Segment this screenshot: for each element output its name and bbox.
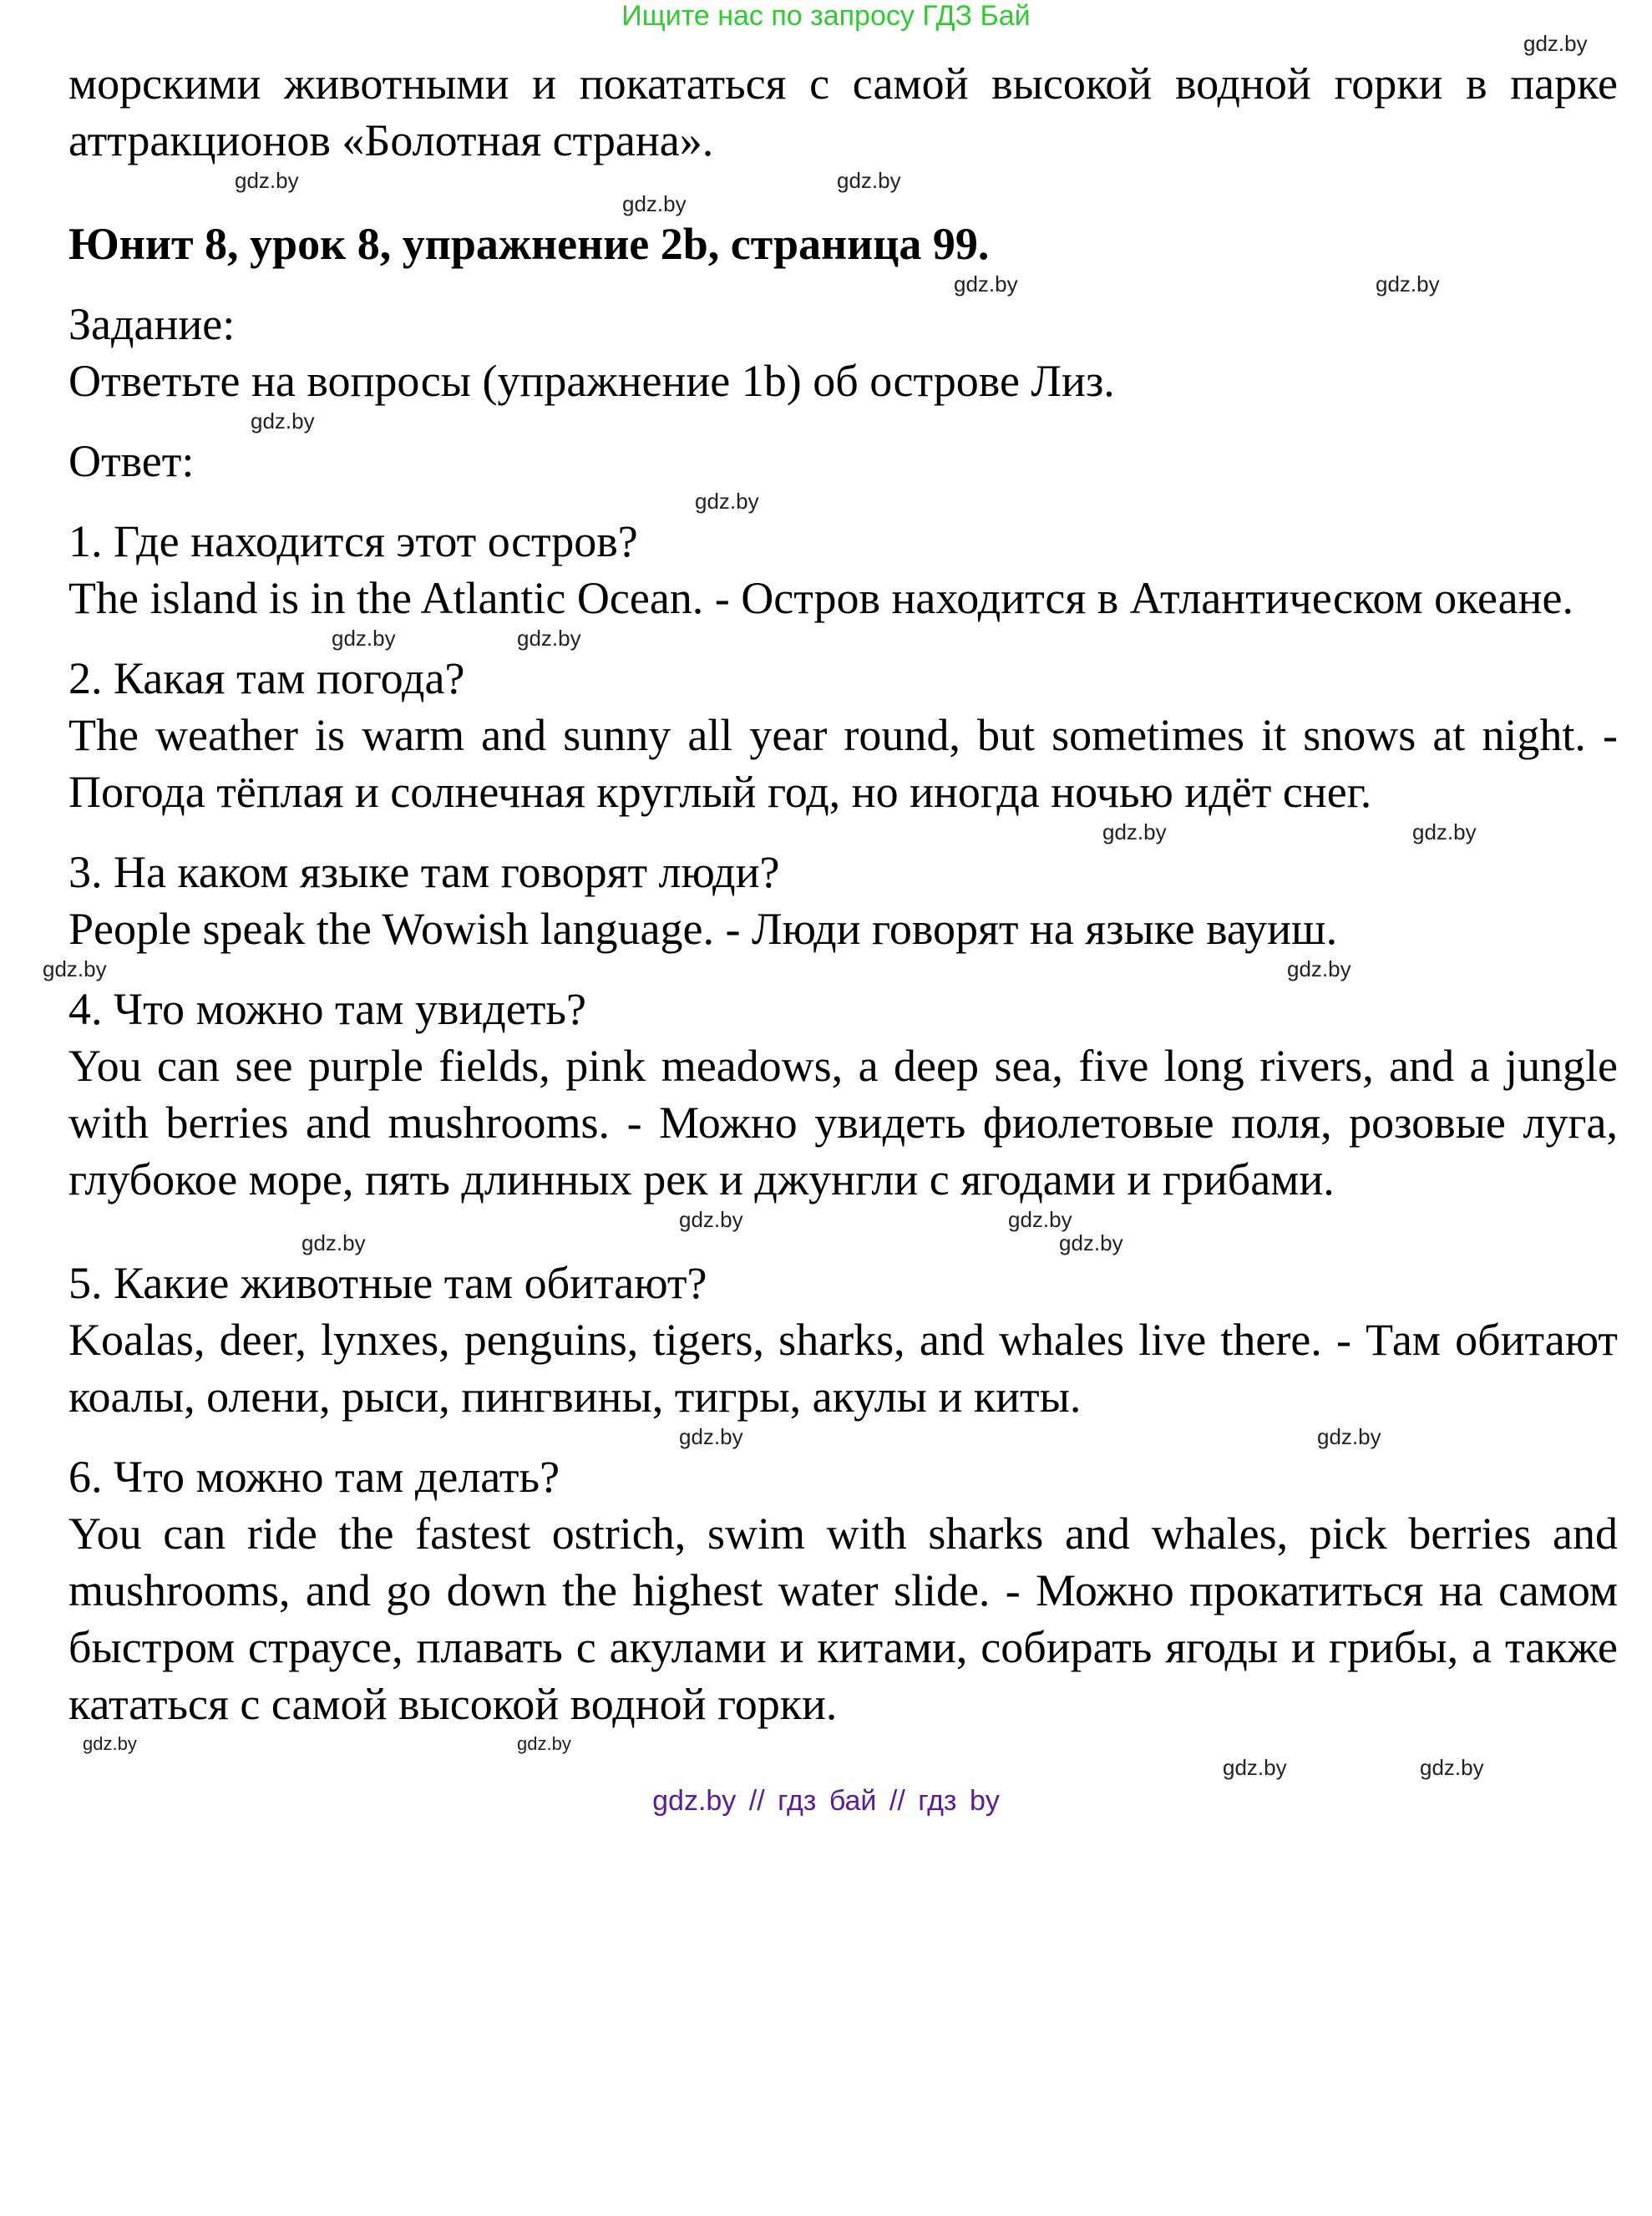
watermark: gdz.by	[622, 191, 687, 216]
watermark: gdz.by	[679, 1424, 743, 1449]
question-3: 3. На каком языке там говорят люди?	[68, 847, 780, 897]
watermark-row	[0, 1231, 1652, 1255]
watermark: gdz.by	[332, 626, 396, 651]
watermark: gdz.by	[517, 626, 581, 651]
watermark: gdz.by	[1523, 31, 1588, 56]
watermark: gdz.by	[251, 408, 315, 434]
watermark: gdz.by	[1287, 956, 1351, 981]
watermark: gdz.by	[83, 1733, 137, 1754]
watermark: gdz.by	[1376, 271, 1440, 297]
watermark-row	[0, 489, 1652, 513]
answer-2: The weather is warm and sunny all year round, but sometimes it snows at night. - Погода тёплая и солнечная круглый год, но иногда ночью идёт снег.	[68, 710, 1618, 817]
question-4: 4. Что можно там увидеть?	[68, 984, 586, 1034]
watermark-row	[0, 409, 1652, 433]
watermark: gdz.by	[43, 956, 107, 981]
watermark: gdz.by	[1008, 1207, 1072, 1232]
intro-text: морскими животными и покататься с самой высокой водной горки в парке аттракционов «Болотная страна».	[68, 58, 1618, 165]
task-label: Задание:	[68, 299, 236, 349]
watermark: gdz.by	[1102, 819, 1167, 844]
answer-1: The island is in the Atlantic Ocean. - Остров находится в Атлантическом океане.	[68, 573, 1573, 623]
watermark-row	[0, 32, 1652, 55]
watermark: gdz.by	[1420, 1755, 1484, 1780]
answer-4: You can see purple fields, pink meadows, a deep sea, five long rivers, and a jungle with berries and mushrooms. - Можно увидеть фиолетовые поля, розовые луга, глубокое море, пять длинных рек и джунгли с ягодами и грибами.	[68, 1041, 1618, 1204]
watermark: gdz.by	[837, 168, 901, 193]
watermark: gdz.by	[517, 1733, 571, 1754]
footer-links: gdz.by // гдз бай // гдз by	[652, 1785, 1000, 1817]
answer-5: Koalas, deer, lynxes, penguins, tigers, sharks, and whales live there. - Там обитают коалы, олени, рыси, пингвины, тигры, акулы и киты.	[68, 1315, 1618, 1422]
question-1: 1. Где находится этот остров?	[68, 516, 638, 566]
watermark: gdz.by	[695, 489, 759, 514]
watermark-row	[0, 957, 1652, 981]
watermark: gdz.by	[235, 168, 299, 193]
watermark-row	[0, 192, 1652, 216]
watermark: gdz.by	[1059, 1230, 1123, 1255]
watermark-row	[0, 820, 1652, 844]
watermark: gdz.by	[1223, 1755, 1287, 1780]
watermark-row	[0, 1756, 1652, 1779]
header-banner: Ищите нас по запросу ГДЗ Бай	[621, 0, 1031, 32]
watermark-row	[0, 626, 1652, 650]
watermark-row	[0, 1425, 1652, 1448]
answer-3: People speak the Wowish language. - Люди говорят на языке вауиш.	[68, 904, 1338, 954]
answer-label: Ответ:	[68, 436, 195, 486]
watermark: gdz.by	[302, 1230, 366, 1255]
watermark: gdz.by	[679, 1207, 743, 1232]
exercise-heading: Юнит 8, урок 8, упражнение 2b, страница 99.	[68, 219, 990, 269]
watermark-row	[0, 272, 1652, 296]
watermark: gdz.by	[1317, 1424, 1381, 1449]
watermark: gdz.by	[954, 271, 1018, 297]
question-2: 2. Какая там погода?	[68, 653, 465, 703]
watermark-row	[0, 1208, 1652, 1231]
watermark-row	[0, 1732, 1652, 1756]
watermark-row	[0, 169, 1652, 192]
question-6: 6. Что можно там делать?	[68, 1452, 560, 1502]
question-5: 5. Какие животные там обитают?	[68, 1258, 707, 1308]
answer-6: You can ride the fastest ostrich, swim with sharks and whales, pick berries and mushrooms, and go down the highest water slide. - Можно прокатиться на самом быстром страусе, плавать с акулами и китами, собирать ягоды и грибы, а также кататься с самой высокой водной горки.	[68, 1509, 1618, 1729]
watermark: gdz.by	[1412, 819, 1477, 844]
task-text: Ответьте на вопросы (упражнение 1b) об острове Лиз.	[68, 356, 1115, 406]
